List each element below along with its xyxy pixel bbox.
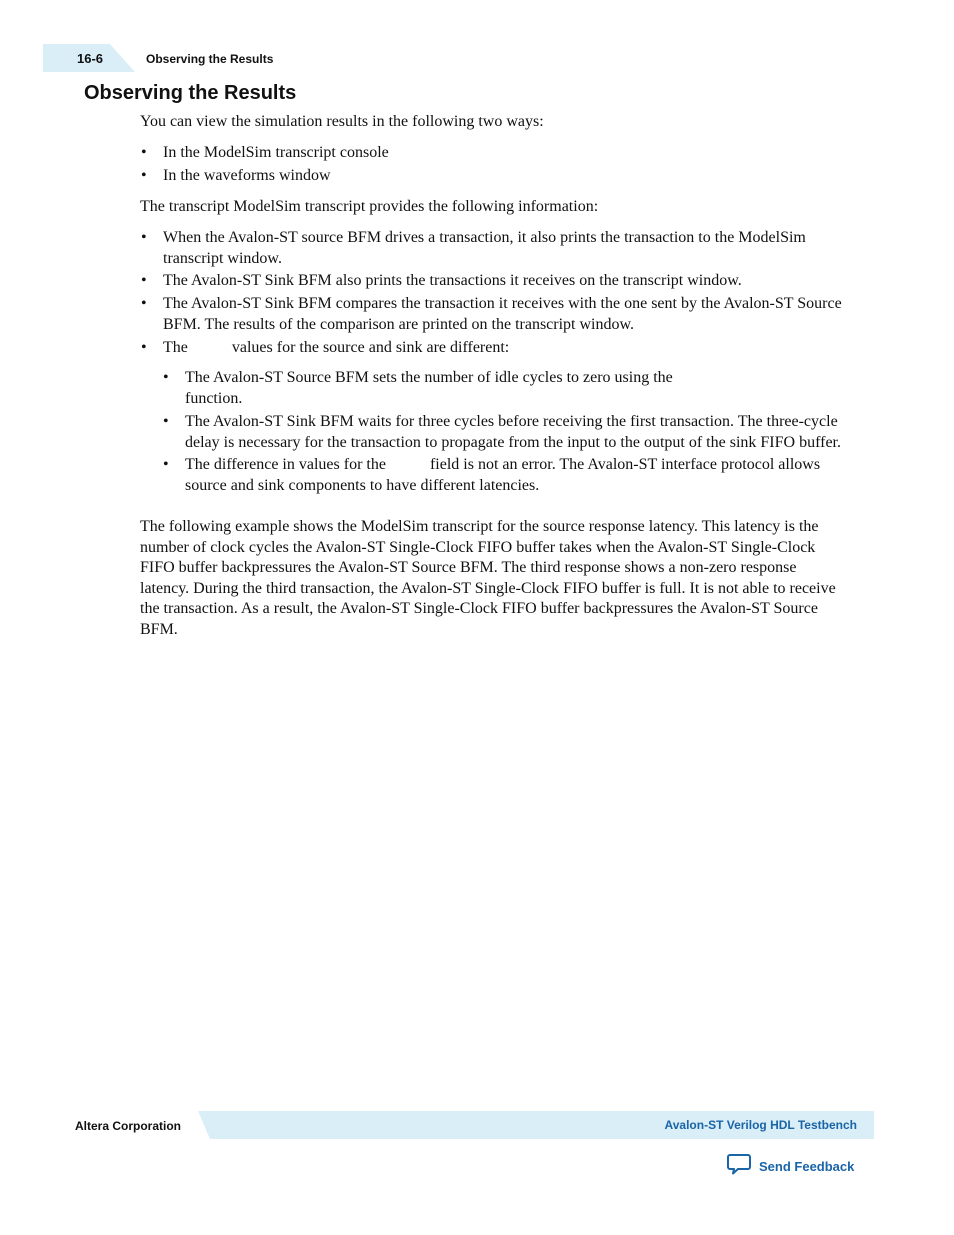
page-number: 16-6 [77, 51, 104, 66]
send-feedback-label: Send Feedback [759, 1158, 855, 1174]
section-title: Observing the Results [84, 82, 297, 104]
intro-paragraph: You can view the simulation results in the following two ways: [140, 113, 544, 130]
transcript-intro: The transcript ModelSim transcript provides the following information: [140, 198, 599, 215]
document-title: Avalon-ST Verilog HDL Testbench [664, 1118, 857, 1132]
running-title: Observing the Results [146, 52, 274, 66]
speech-bubble-icon [727, 1153, 751, 1180]
company-name: Altera Corporation [75, 1119, 182, 1133]
example-paragraph: The following example shows the ModelSim transcript for the source response latency. This latency is the number of clock cycles the Avalon-ST Single-Clock FIFO buffer takes when the Avalon-ST Single-Clock FIFO buffer backpressures the Avalon-ST Source BFM. The third response shows a non-zero response latency. During the third transaction, the Avalon-ST Single-Clock FIFO buffer is full. It is not able to receive the transaction. As a result, the Avalon-ST Single-Clock FIFO buffer backpressures the Avalon-ST Source BFM. [140, 518, 836, 638]
send-feedback-link[interactable] [727, 1154, 854, 1178]
